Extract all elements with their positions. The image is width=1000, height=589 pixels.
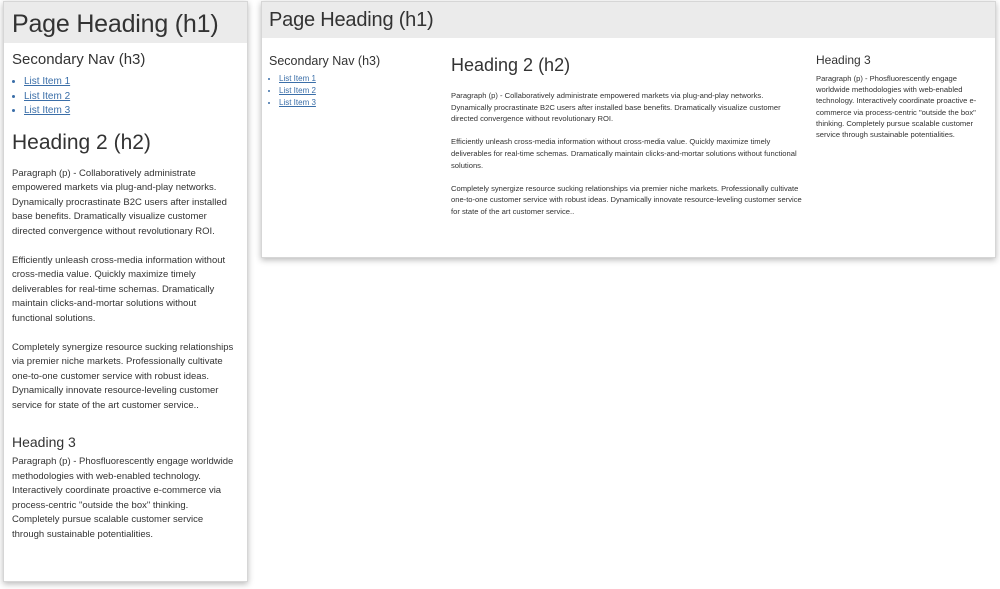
main-content bbox=[12, 130, 237, 414]
page-header bbox=[4, 2, 247, 43]
mobile-preview-frame bbox=[3, 1, 248, 582]
list-item-1-link[interactable]: List Item 1 bbox=[24, 76, 71, 87]
list-item-3-link[interactable]: List Item 3 bbox=[24, 105, 71, 116]
list-item bbox=[279, 97, 439, 109]
aside-heading: Heading 3 bbox=[12, 434, 76, 450]
main-paragraph-1: Paragraph (p) - Collaboratively administrate empowered markets via plug-and-play networks. Dynamically procrastinate B2C users after installed base benefits. Dramatically visualize customer directed convergence without revolutionary ROI. bbox=[451, 91, 781, 124]
aside-paragraph: Paragraph (p) - Phosfluorescently engage worldwide methodologies with web-enabled technology. Interactively coordinate proactive e-commerce via process-centric "outside the box" thinking. Completely pursue scalable customer service through sustainable potentialities. bbox=[12, 456, 234, 540]
aside-content bbox=[816, 53, 991, 140]
secondary-nav-title: Secondary Nav (h3) bbox=[269, 54, 381, 68]
list-item bbox=[279, 73, 439, 85]
secondary-nav-list bbox=[24, 75, 237, 119]
list-item bbox=[279, 85, 439, 97]
list-item bbox=[24, 75, 237, 90]
main-heading: Heading 2 (h2) bbox=[451, 55, 571, 75]
secondary-nav-list bbox=[279, 73, 439, 109]
secondary-nav bbox=[12, 51, 237, 119]
main-paragraph-1: Paragraph (p) - Collaboratively administrate empowered markets via plug-and-play networks. Dynamically procrastinate B2C users after installed base benefits. Dramatically visualize customer directed convergence without revolutionary ROI. bbox=[12, 167, 227, 237]
aside-paragraph: Paragraph (p) - Phosfluorescently engage worldwide methodologies with web-enabled technology. Interactively coordinate proactive e-commerce via process-centric "outside the box" thinking. Completely pursue scalable customer service through sustainable potentialities. bbox=[816, 74, 977, 140]
page-title: Page Heading (h1) bbox=[269, 9, 434, 31]
main-paragraphs bbox=[451, 90, 805, 218]
page-content bbox=[262, 38, 995, 258]
list-item bbox=[24, 104, 237, 119]
aside-content bbox=[12, 433, 237, 542]
aside-heading: Heading 3 bbox=[816, 53, 871, 67]
main-paragraph-3: Completely synergize resource sucking relationships via premier niche markets. Professionally cultivate one-to-one customer service with robust ideas. Dynamically innovate resource-leveling customer service for state of the art customer service.. bbox=[451, 183, 802, 216]
page-title: Page Heading (h1) bbox=[12, 10, 219, 38]
list-item bbox=[24, 90, 237, 105]
page-content bbox=[4, 43, 247, 542]
main-content bbox=[451, 54, 805, 229]
main-paragraphs bbox=[12, 167, 237, 414]
secondary-nav-title: Secondary Nav (h3) bbox=[12, 51, 146, 68]
main-paragraph-2: Efficiently unleash cross-media information without cross-media value. Quickly maximize timely deliverables for real-time schemas. Dramatically maintain clicks-and-mortar solutions without functional solutions. bbox=[451, 137, 797, 170]
main-paragraph-2: Efficiently unleash cross-media information without cross-media value. Quickly maximize timely deliverables for real-time schemas. Dramatically maintain clicks-and-mortar solutions without functional solutions. bbox=[12, 254, 226, 324]
list-item-2-link[interactable]: List Item 2 bbox=[279, 86, 316, 95]
list-item-2-link[interactable]: List Item 2 bbox=[24, 90, 71, 102]
list-item-1-link[interactable]: List Item 1 bbox=[279, 74, 316, 83]
secondary-nav bbox=[269, 53, 439, 109]
page-header bbox=[262, 2, 995, 38]
list-item-3-link[interactable]: List Item 3 bbox=[279, 98, 316, 107]
main-heading: Heading 2 (h2) bbox=[12, 130, 151, 154]
desktop-preview-frame bbox=[261, 1, 996, 258]
main-paragraph-3: Completely synergize resource sucking relationships via premier niche markets. Professionally cultivate one-to-one customer service with robust ideas. Dynamically innovate resource-leveling customer service for state of the art customer service.. bbox=[12, 341, 234, 411]
